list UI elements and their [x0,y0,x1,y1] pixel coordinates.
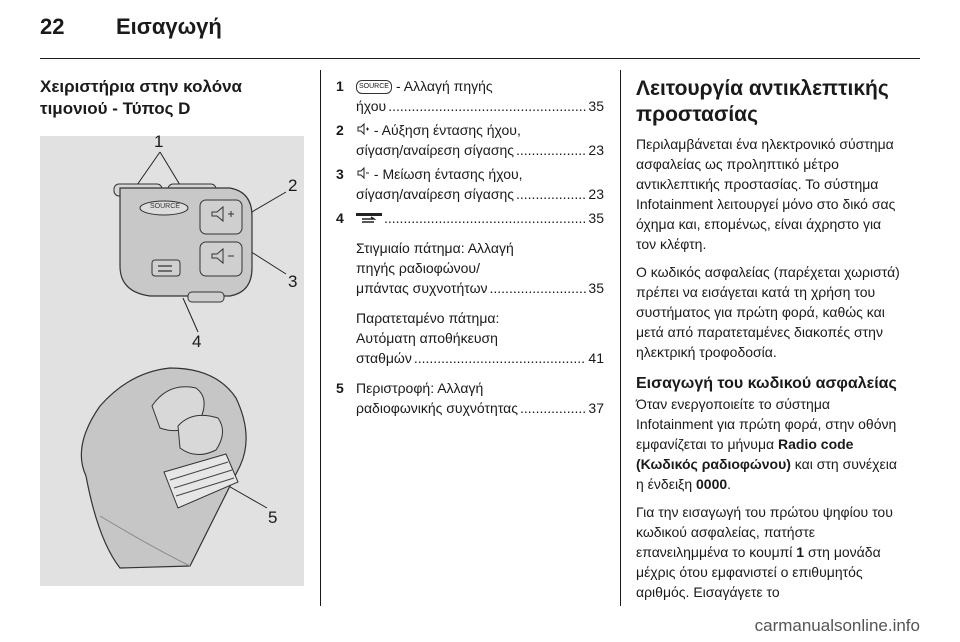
leader-dots [516,140,586,160]
text-line: Αυτόματη αποθήκευση [356,330,498,346]
text-span: Όταν ενεργοποιείτε το σύστημα Infotainment για πρώτη φορά, στην οθόνη εμφανίζεται το μήνυμα [636,396,897,452]
list-item [336,76,604,116]
long-press-description [356,308,604,368]
leader-dots [384,208,586,228]
text-span: . [727,476,732,492]
callout-5: 5 [268,508,278,527]
short-press-description [356,238,604,298]
page-ref: 35 [588,210,604,226]
volume-down-icon [356,164,370,184]
source-button-label: SOURCE [150,203,180,210]
leader-dots [414,348,587,368]
text-line: σταθμών [356,350,412,366]
leader-dots [520,398,586,418]
paragraph: Ο κωδικός ασφαλείας (παρέχεται χωριστά) πρέπει να εισάγεται κατά τη χρήση του συστήματος για πρώτη φορά, καθώς και μετά από παρατεταμένες διακοπές στην ηλεκτρική τροφοδοσία. [636,264,900,360]
text-line: μπάντας συχνοτήτων [356,280,488,296]
list-item [336,164,604,204]
list-item [336,378,604,418]
section-heading-steering-controls: Χειριστήρια στην κολόνα τιμονιού - Τύπος D [40,77,242,118]
page-ref: 23 [588,142,604,158]
item-number: 3 [336,166,344,182]
item-text: σίγαση/αναίρεση σίγασης [356,142,514,158]
text-span: Για την εισαγωγή του πρώτου ψηφίου του κωδικού ασφαλείας, πατήστε επανειλημμένα το κουμπί [636,504,893,560]
paragraph [636,502,904,602]
item-text: ήχου [356,98,387,114]
item-text: ραδιοφωνικής συχνότητας [356,400,519,416]
watermark: carmanualsonline.info [754,616,920,635]
item-number: 4 [336,210,344,226]
button-number: 1 [796,544,805,560]
controls-list [336,76,604,422]
leader-dots [516,184,586,204]
item-text: - Αλλαγή πηγής [396,78,493,94]
page-ref: 37 [588,400,604,416]
volume-up-icon [356,120,370,140]
page-number: 22 [40,14,65,39]
item-text: - Αύξηση έντασης ήχου, [373,122,521,138]
section-heading-anti-theft: Λειτουργία αντικλεπτικής προστασίας [636,77,889,126]
leader-dots [388,96,586,116]
page-title: Εισαγωγή [116,14,222,39]
text-span: στη μονάδα μέχρις ότου εμφανιστεί ο επιθυμητός αριθμός. Εισαγάγετε το [636,544,881,600]
band-icon [356,208,382,228]
leader-dots [490,278,587,298]
steering-controls-figure [40,132,304,586]
paragraph: Περιλαμβάνεται ένα ηλεκτρονικό σύστημα ασφαλείας ως προληπτικό μέτρο αντικλεπτικής προστασίας. Το σύστημα Infotainment λειτουργεί μόνο στο δικό σας όχημα και, επομένως, είναι άχρηστο για τον κλέφτη. [636,136,896,252]
item-number: 2 [336,122,344,138]
text-span: και στη συνέχεια η ένδειξη [636,456,897,492]
callout-4: 4 [192,332,202,351]
list-item [336,208,604,228]
callout-2: 2 [288,176,298,195]
callout-3: 3 [288,272,298,291]
text-line: Παρατεταμένο πάτημα: [356,310,500,326]
column-divider-left [320,70,321,606]
column-divider-right [620,70,621,606]
header-rule [40,58,920,59]
item-number: 1 [336,78,344,94]
item-text: Περιστροφή: Αλλαγή [356,380,484,396]
item-text: σίγαση/αναίρεση σίγασης [356,186,514,202]
text-line: Στιγμιαίο πάτημα: Αλλαγή [356,240,514,256]
text-line: πηγής ραδιοφώνου/ [356,260,480,276]
code-display-value: 0000 [696,476,728,492]
item-number: 5 [336,380,344,396]
radio-code-message: Radio code (Κωδικός ραδιοφώνου) [636,436,854,472]
source-icon: SOURCE [356,80,392,94]
page-ref: 35 [588,98,604,114]
page-ref: 23 [588,186,604,202]
list-item [336,120,604,160]
anti-theft-section [636,76,904,610]
callout-1: 1 [154,132,164,151]
item-text: - Μείωση έντασης ήχου, [373,166,523,182]
subheading-security-code: Εισαγωγή του κωδικού ασφαλείας [636,375,897,392]
page-ref: 41 [588,350,604,366]
paragraph [636,394,904,494]
page-ref: 35 [588,280,604,296]
